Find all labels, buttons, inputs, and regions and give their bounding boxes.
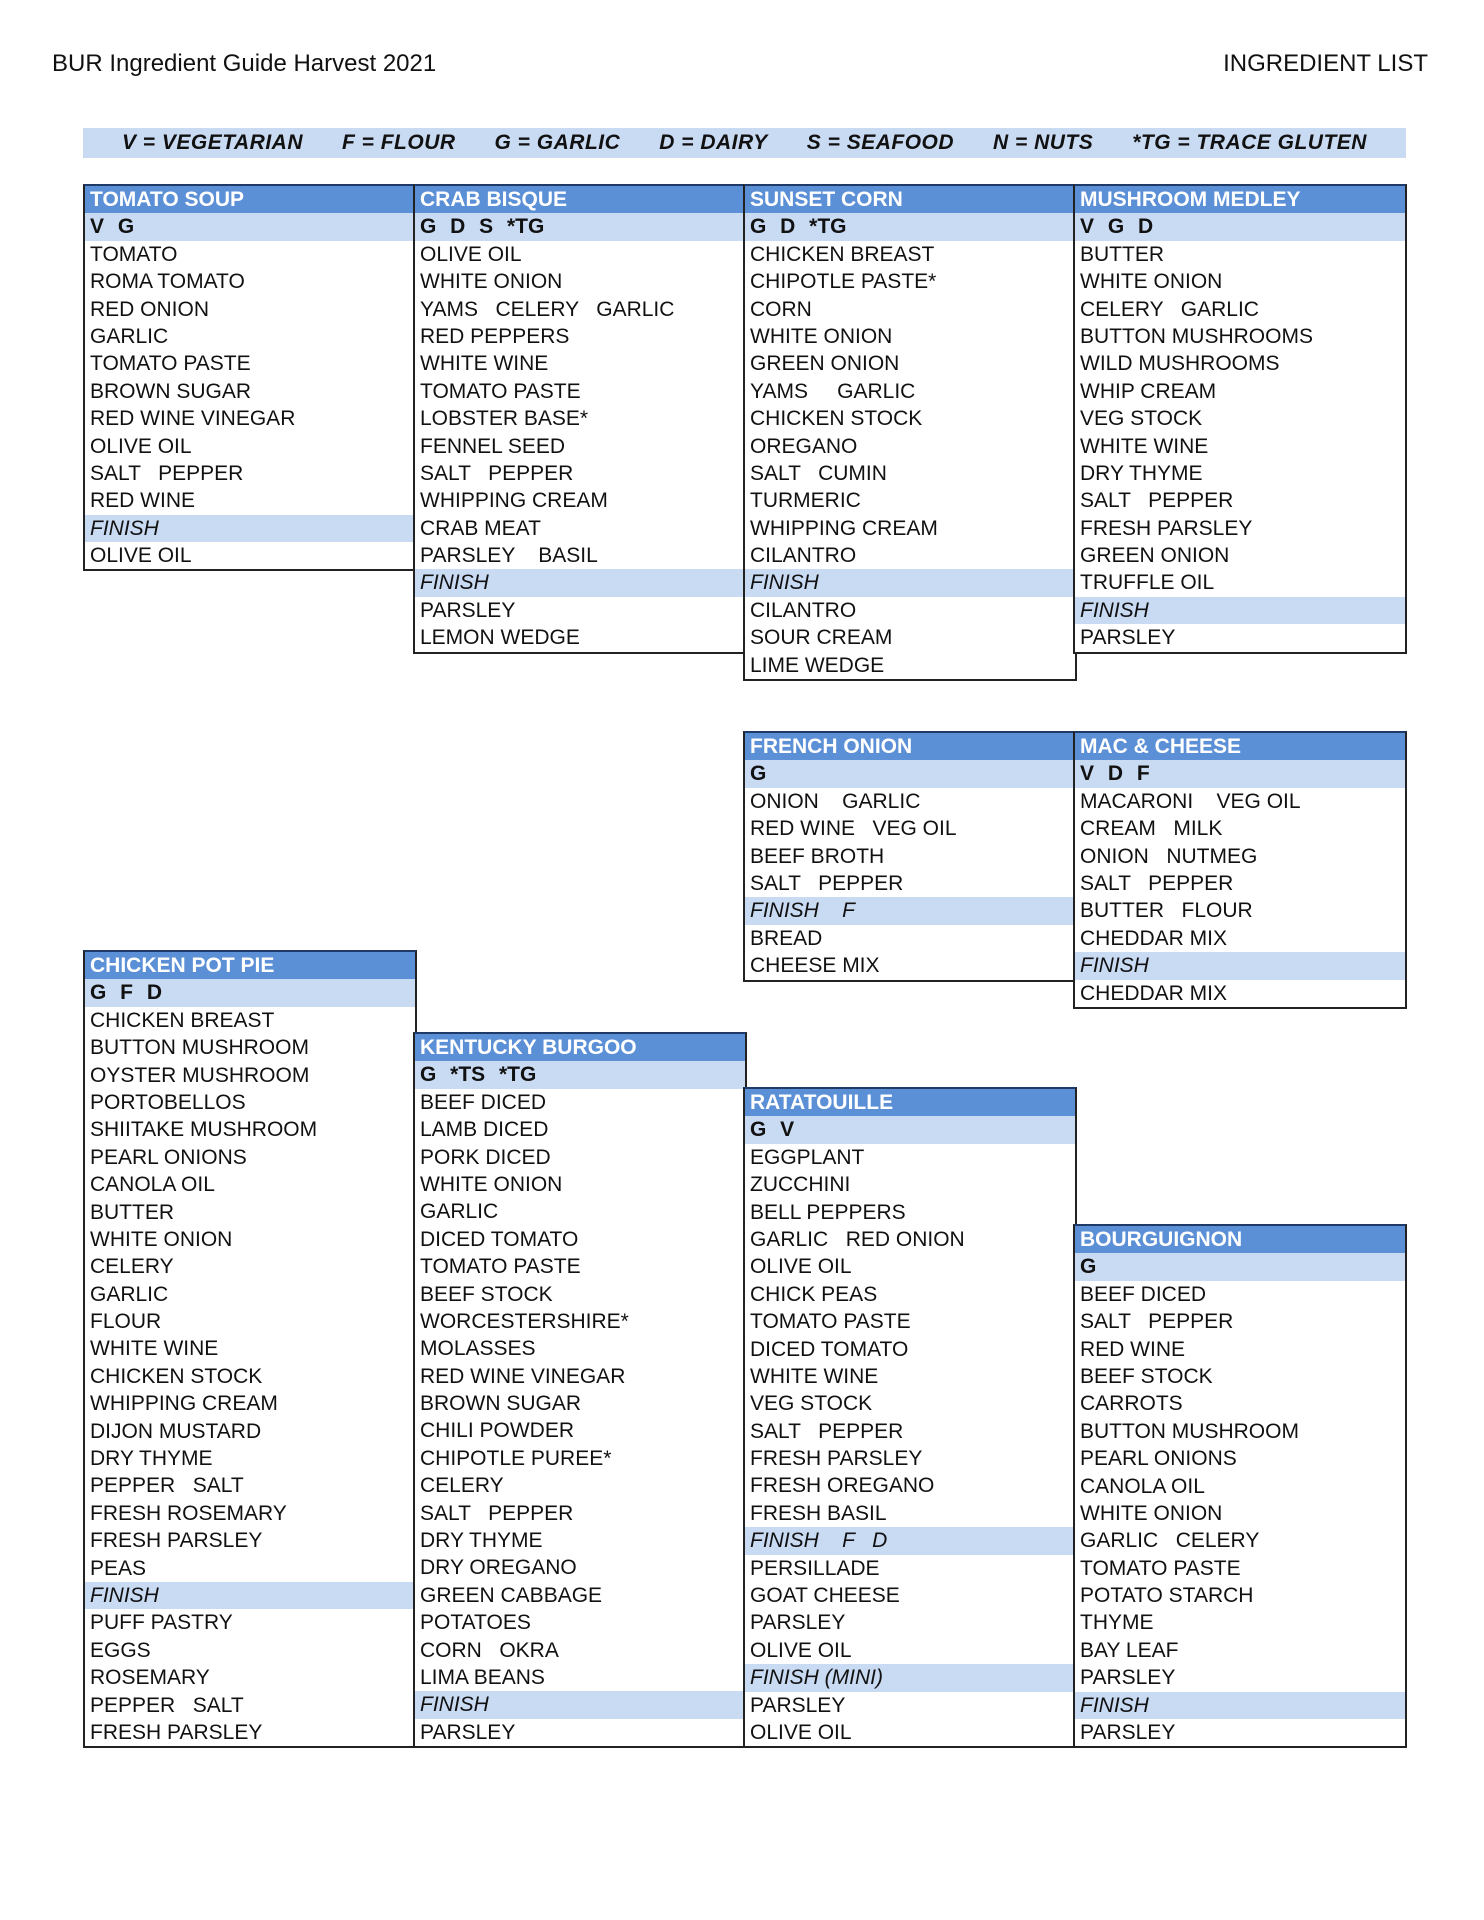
ingredient-row: WHITE ONION xyxy=(420,1172,563,1196)
recipe-card-sunset-corn xyxy=(743,184,1077,681)
ingredient-row: SALT PEPPER xyxy=(750,1419,904,1443)
ingredient-row: PERSILLADE xyxy=(750,1556,880,1580)
ingredient-row: RED PEPPERS xyxy=(420,324,570,348)
legend-item-seafood: S = SEAFOOD xyxy=(806,131,955,154)
legend-item-garlic: G = GARLIC xyxy=(494,131,621,154)
finish-row: FINISH xyxy=(1075,952,1405,979)
ingredient-row: FRESH PARSLEY xyxy=(90,1720,263,1744)
ingredient-row: EGGS xyxy=(90,1638,151,1662)
ingredient-row: GARLIC xyxy=(420,1200,499,1224)
ingredient-row: SOUR CREAM xyxy=(750,626,893,650)
ingredient-row: PEPPER SALT xyxy=(90,1693,244,1717)
ingredient-row: WHITE WINE xyxy=(750,1364,879,1388)
ingredient-row: CELERY GARLIC xyxy=(1080,297,1259,321)
recipe-card-mac-cheese xyxy=(1073,731,1407,1009)
ingredient-row: CORN OKRA xyxy=(420,1638,559,1662)
dietary-codes: V G xyxy=(85,213,415,240)
ingredient-row: CHEESE MIX xyxy=(750,954,880,978)
ingredient-row: FRESH PARSLEY xyxy=(750,1447,923,1471)
ingredient-row: DICED TOMATO xyxy=(750,1337,909,1361)
ingredient-row: OREGANO xyxy=(750,434,858,458)
ingredient-row: WHIP CREAM xyxy=(1080,379,1217,403)
ingredient-row: WHITE ONION xyxy=(1080,270,1223,294)
ingredient-row: BEEF DICED xyxy=(1080,1282,1207,1306)
ingredient-list xyxy=(1075,1281,1405,1747)
ingredient-row: FRESH BASIL xyxy=(750,1501,887,1525)
ingredient-row: BEEF STOCK xyxy=(1080,1364,1213,1388)
ingredient-row: BUTTER xyxy=(1080,242,1164,266)
ingredient-row: CHICKEN STOCK xyxy=(90,1364,263,1388)
ingredient-row: DRY OREGANO xyxy=(420,1556,577,1580)
ingredient-row: CREAM MILK xyxy=(1080,817,1223,841)
ingredient-row: OLIVE OIL xyxy=(420,242,522,266)
ingredient-row: LIME WEDGE xyxy=(750,653,885,677)
ingredient-row: CHICKEN STOCK xyxy=(750,407,923,431)
ingredient-row: PARSLEY xyxy=(420,598,516,622)
ingredient-row: DRY THYME xyxy=(90,1447,213,1471)
legend-item-flour: F = FLOUR xyxy=(341,131,456,154)
ingredient-row: MACARONI VEG OIL xyxy=(1080,789,1301,813)
ingredient-row: EGGPLANT xyxy=(750,1145,865,1169)
ingredient-row: TURMERIC xyxy=(750,489,861,513)
ingredient-row: GOAT CHEESE xyxy=(750,1584,900,1608)
ingredient-row: YAMS CELERY GARLIC xyxy=(420,297,675,321)
ingredient-row: CELERY xyxy=(420,1474,504,1498)
ingredient-row: GARLIC xyxy=(90,1282,169,1306)
ingredient-row: GREEN CABBAGE xyxy=(420,1583,603,1607)
ingredient-row: ONION NUTMEG xyxy=(1080,844,1258,868)
ingredient-row: PUFF PASTRY xyxy=(90,1611,233,1635)
ingredient-row: CHEDDAR MIX xyxy=(1080,926,1228,950)
ingredient-row: RED WINE VINEGAR xyxy=(420,1364,626,1388)
finish-row: FINISH F xyxy=(745,897,1075,924)
ingredient-row: CILANTRO xyxy=(750,598,857,622)
recipe-title: RATATOUILLE xyxy=(745,1089,1075,1116)
ingredient-row: LAMB DICED xyxy=(420,1118,549,1142)
ingredient-row: BEEF STOCK xyxy=(420,1282,553,1306)
finish-row: FINISH (MINI) xyxy=(745,1664,1075,1691)
finish-row: FINISH xyxy=(85,1582,415,1609)
ingredient-row: WHITE WINE xyxy=(420,352,549,376)
ingredient-row: OLIVE OIL xyxy=(90,434,192,458)
ingredient-row: CELERY xyxy=(90,1255,174,1279)
dietary-codes: G xyxy=(1075,1253,1405,1280)
legend-item-dairy: D = DAIRY xyxy=(659,131,768,154)
ingredient-row: ROMA TOMATO xyxy=(90,270,245,294)
ingredient-list xyxy=(415,241,745,652)
ingredient-row: BEEF BROTH xyxy=(750,844,885,868)
ingredient-row: CRAB MEAT xyxy=(420,516,541,540)
ingredient-row: DICED TOMATO xyxy=(420,1227,579,1251)
ingredient-row: BUTTER xyxy=(90,1200,174,1224)
ingredient-row: BEEF DICED xyxy=(420,1090,547,1114)
dietary-codes: G *TS *TG xyxy=(415,1061,745,1088)
finish-row: FINISH xyxy=(85,515,415,542)
ingredient-row: PEPPER SALT xyxy=(90,1474,244,1498)
ingredient-row: WHIPPING CREAM xyxy=(750,516,938,540)
ingredient-list xyxy=(745,241,1075,679)
ingredient-row: THYME xyxy=(1080,1611,1154,1635)
ingredient-row: OLIVE OIL xyxy=(750,1638,852,1662)
recipe-card-french-onion xyxy=(743,731,1077,982)
dietary-codes: G xyxy=(745,760,1075,787)
ingredient-row: OLIVE OIL xyxy=(750,1255,852,1279)
ingredient-row: DRY THYME xyxy=(1080,461,1203,485)
ingredient-row: PORK DICED xyxy=(420,1145,551,1169)
ingredient-list xyxy=(745,1144,1075,1747)
ingredient-row: FRESH PARSLEY xyxy=(90,1529,263,1553)
ingredient-row: GARLIC RED ONION xyxy=(750,1227,965,1251)
dietary-codes: G D *TG xyxy=(745,213,1075,240)
dietary-codes: V G D xyxy=(1075,213,1405,240)
recipe-title: FRENCH ONION xyxy=(745,733,1075,760)
ingredient-row: CHIPOTLE PASTE* xyxy=(750,270,937,294)
ingredient-row: CHICKEN BREAST xyxy=(750,242,935,266)
ingredient-row: PARSLEY xyxy=(1080,1721,1176,1745)
ingredient-row: RED WINE xyxy=(90,489,195,513)
recipe-card-tomato-soup xyxy=(83,184,417,571)
ingredient-row: SALT PEPPER xyxy=(750,871,904,895)
ingredient-row: SHIITAKE MUSHROOM xyxy=(90,1118,318,1142)
ingredient-row: YAMS GARLIC xyxy=(750,379,916,403)
ingredient-row: WHITE ONION xyxy=(750,324,893,348)
finish-row: FINISH xyxy=(1075,597,1405,624)
ingredient-row: OLIVE OIL xyxy=(750,1720,852,1744)
legend-item-nuts: N = NUTS xyxy=(992,131,1094,154)
ingredient-row: WILD MUSHROOMS xyxy=(1080,352,1280,376)
ingredient-row: TRUFFLE OIL xyxy=(1080,571,1215,595)
ingredient-row: SALT PEPPER xyxy=(420,461,574,485)
ingredient-row: PEARL ONIONS xyxy=(90,1145,247,1169)
ingredient-row: ONION GARLIC xyxy=(750,789,921,813)
ingredient-row: LOBSTER BASE* xyxy=(420,407,589,431)
recipe-title: TOMATO SOUP xyxy=(85,186,415,213)
recipe-card-bourguignon xyxy=(1073,1224,1407,1748)
recipe-card-crab-bisque xyxy=(413,184,747,654)
ingredient-row: GARLIC xyxy=(90,324,169,348)
ingredient-row: TOMATO PASTE xyxy=(420,1255,581,1279)
ingredient-list xyxy=(745,788,1075,980)
recipe-card-chicken-pot-pie xyxy=(83,950,417,1748)
ingredient-row: PARSLEY xyxy=(750,1611,846,1635)
ingredient-row: ROSEMARY xyxy=(90,1666,210,1690)
recipe-title: MUSHROOM MEDLEY xyxy=(1075,186,1405,213)
ingredient-list xyxy=(85,241,415,570)
ingredient-list xyxy=(415,1089,745,1746)
ingredient-row: RED WINE VEG OIL xyxy=(750,817,957,841)
ingredient-row: TOMATO PASTE xyxy=(1080,1556,1241,1580)
ingredient-row: BUTTON MUSHROOMS xyxy=(1080,324,1313,348)
document-subtitle: INGREDIENT LIST xyxy=(1223,50,1428,77)
ingredient-row: LIMA BEANS xyxy=(420,1665,545,1689)
ingredient-row: BUTTER FLOUR xyxy=(1080,899,1253,923)
ingredient-row: PARSLEY xyxy=(420,1720,516,1744)
finish-row: FINISH xyxy=(415,1691,745,1718)
ingredient-list xyxy=(1075,788,1405,1007)
ingredient-row: PARSLEY xyxy=(1080,626,1176,650)
ingredient-row: CORN xyxy=(750,297,812,321)
ingredient-row: MOLASSES xyxy=(420,1337,536,1361)
ingredient-row: VEG STOCK xyxy=(1080,407,1203,431)
ingredient-row: SALT CUMIN xyxy=(750,461,887,485)
ingredient-row: OYSTER MUSHROOM xyxy=(90,1063,310,1087)
ingredient-row: PARSLEY xyxy=(1080,1666,1176,1690)
ingredient-row: RED ONION xyxy=(90,297,210,321)
ingredient-row: PORTOBELLOS xyxy=(90,1090,246,1114)
finish-row: FINISH xyxy=(1075,1692,1405,1719)
ingredient-row: FRESH OREGANO xyxy=(750,1474,935,1498)
ingredient-row: ZUCCHINI xyxy=(750,1173,851,1197)
ingredient-row: FENNEL SEED xyxy=(420,434,566,458)
recipe-title: CRAB BISQUE xyxy=(415,186,745,213)
recipe-card-kentucky-burgoo xyxy=(413,1032,747,1748)
ingredient-row: BUTTON MUSHROOM xyxy=(1080,1419,1299,1443)
ingredient-row: WHIPPING CREAM xyxy=(420,489,608,513)
ingredient-row: TOMATO PASTE xyxy=(90,352,251,376)
ingredient-list xyxy=(85,1007,415,1747)
ingredient-row: PEAS xyxy=(90,1556,147,1580)
ingredient-row: SALT PEPPER xyxy=(1080,1310,1234,1334)
finish-row: FINISH F D xyxy=(745,1527,1075,1554)
ingredient-row: PARSLEY BASIL xyxy=(420,544,598,568)
ingredient-row: FLOUR xyxy=(90,1310,162,1334)
ingredient-row: CHEDDAR MIX xyxy=(1080,981,1228,1005)
ingredient-row: TOMATO PASTE xyxy=(750,1310,911,1334)
document-title: BUR Ingredient Guide Harvest 2021 xyxy=(52,50,437,77)
ingredient-row: WHITE WINE xyxy=(90,1337,219,1361)
ingredient-row: LEMON WEDGE xyxy=(420,626,580,650)
recipe-title: CHICKEN POT PIE xyxy=(85,952,415,979)
legend-item-trace-gluten: *TG = TRACE GLUTEN xyxy=(1132,131,1367,154)
ingredient-row: WHITE ONION xyxy=(420,270,563,294)
dietary-codes: G V xyxy=(745,1116,1075,1143)
recipe-title: MAC & CHEESE xyxy=(1075,733,1405,760)
ingredient-row: VEG STOCK xyxy=(750,1392,873,1416)
ingredient-row: BROWN SUGAR xyxy=(90,379,252,403)
legend-item-vegetarian: V = VEGETARIAN xyxy=(121,131,304,154)
ingredient-row: BAY LEAF xyxy=(1080,1638,1179,1662)
recipe-title: SUNSET CORN xyxy=(745,186,1075,213)
ingredient-row: CANOLA OIL xyxy=(1080,1474,1205,1498)
ingredient-row: PEARL ONIONS xyxy=(1080,1447,1237,1471)
ingredient-row: POTATO STARCH xyxy=(1080,1584,1254,1608)
ingredient-row: WORCESTERSHIRE* xyxy=(420,1309,629,1333)
ingredient-row: BROWN SUGAR xyxy=(420,1392,582,1416)
ingredient-row: WHITE ONION xyxy=(1080,1501,1223,1525)
ingredient-row: WHIPPING CREAM xyxy=(90,1392,278,1416)
ingredient-row: CANOLA OIL xyxy=(90,1173,215,1197)
ingredient-row: GREEN ONION xyxy=(750,352,900,376)
ingredient-row: CILANTRO xyxy=(750,544,857,568)
recipe-card-ratatouille xyxy=(743,1087,1077,1748)
ingredient-row: RED WINE VINEGAR xyxy=(90,407,296,431)
dietary-codes: G F D xyxy=(85,979,415,1006)
ingredient-row: RED WINE xyxy=(1080,1337,1185,1361)
ingredient-row: WHITE WINE xyxy=(1080,434,1209,458)
ingredient-row: SALT PEPPER xyxy=(1080,871,1234,895)
ingredient-row: PARSLEY xyxy=(750,1693,846,1717)
ingredient-row: CHICKEN BREAST xyxy=(90,1008,275,1032)
ingredient-row: BELL PEPPERS xyxy=(750,1200,906,1224)
ingredient-row: TOMATO xyxy=(90,242,178,266)
ingredient-row: CHICK PEAS xyxy=(750,1282,878,1306)
ingredient-row: CHIPOTLE PUREE* xyxy=(420,1446,612,1470)
ingredient-row: FRESH ROSEMARY xyxy=(90,1501,287,1525)
recipe-title: BOURGUIGNON xyxy=(1075,1226,1405,1253)
ingredient-row: CARROTS xyxy=(1080,1392,1183,1416)
ingredient-row: DRY THYME xyxy=(420,1529,543,1553)
ingredient-row: BREAD xyxy=(750,926,823,950)
recipe-title: KENTUCKY BURGOO xyxy=(415,1034,745,1061)
ingredient-list xyxy=(1075,241,1405,652)
ingredient-row: DIJON MUSTARD xyxy=(90,1419,262,1443)
ingredient-row: TOMATO PASTE xyxy=(420,379,581,403)
ingredient-row: CHILI POWDER xyxy=(420,1419,575,1443)
finish-row: FINISH xyxy=(745,569,1075,596)
ingredient-row: OLIVE OIL xyxy=(90,544,192,568)
ingredient-row: SALT PEPPER xyxy=(1080,489,1234,513)
ingredient-row: WHITE ONION xyxy=(90,1227,233,1251)
ingredient-row: GREEN ONION xyxy=(1080,544,1230,568)
ingredient-row: POTATOES xyxy=(420,1611,531,1635)
ingredient-row: SALT PEPPER xyxy=(90,461,244,485)
dietary-codes: V D F xyxy=(1075,760,1405,787)
ingredient-row: GARLIC CELERY xyxy=(1080,1529,1260,1553)
recipe-card-mushroom-medley xyxy=(1073,184,1407,654)
ingredient-row: BUTTON MUSHROOM xyxy=(90,1036,309,1060)
allergen-legend xyxy=(83,128,1406,158)
dietary-codes: G D S *TG xyxy=(415,213,745,240)
ingredient-row: SALT PEPPER xyxy=(420,1501,574,1525)
ingredient-row: FRESH PARSLEY xyxy=(1080,516,1253,540)
finish-row: FINISH xyxy=(415,569,745,596)
